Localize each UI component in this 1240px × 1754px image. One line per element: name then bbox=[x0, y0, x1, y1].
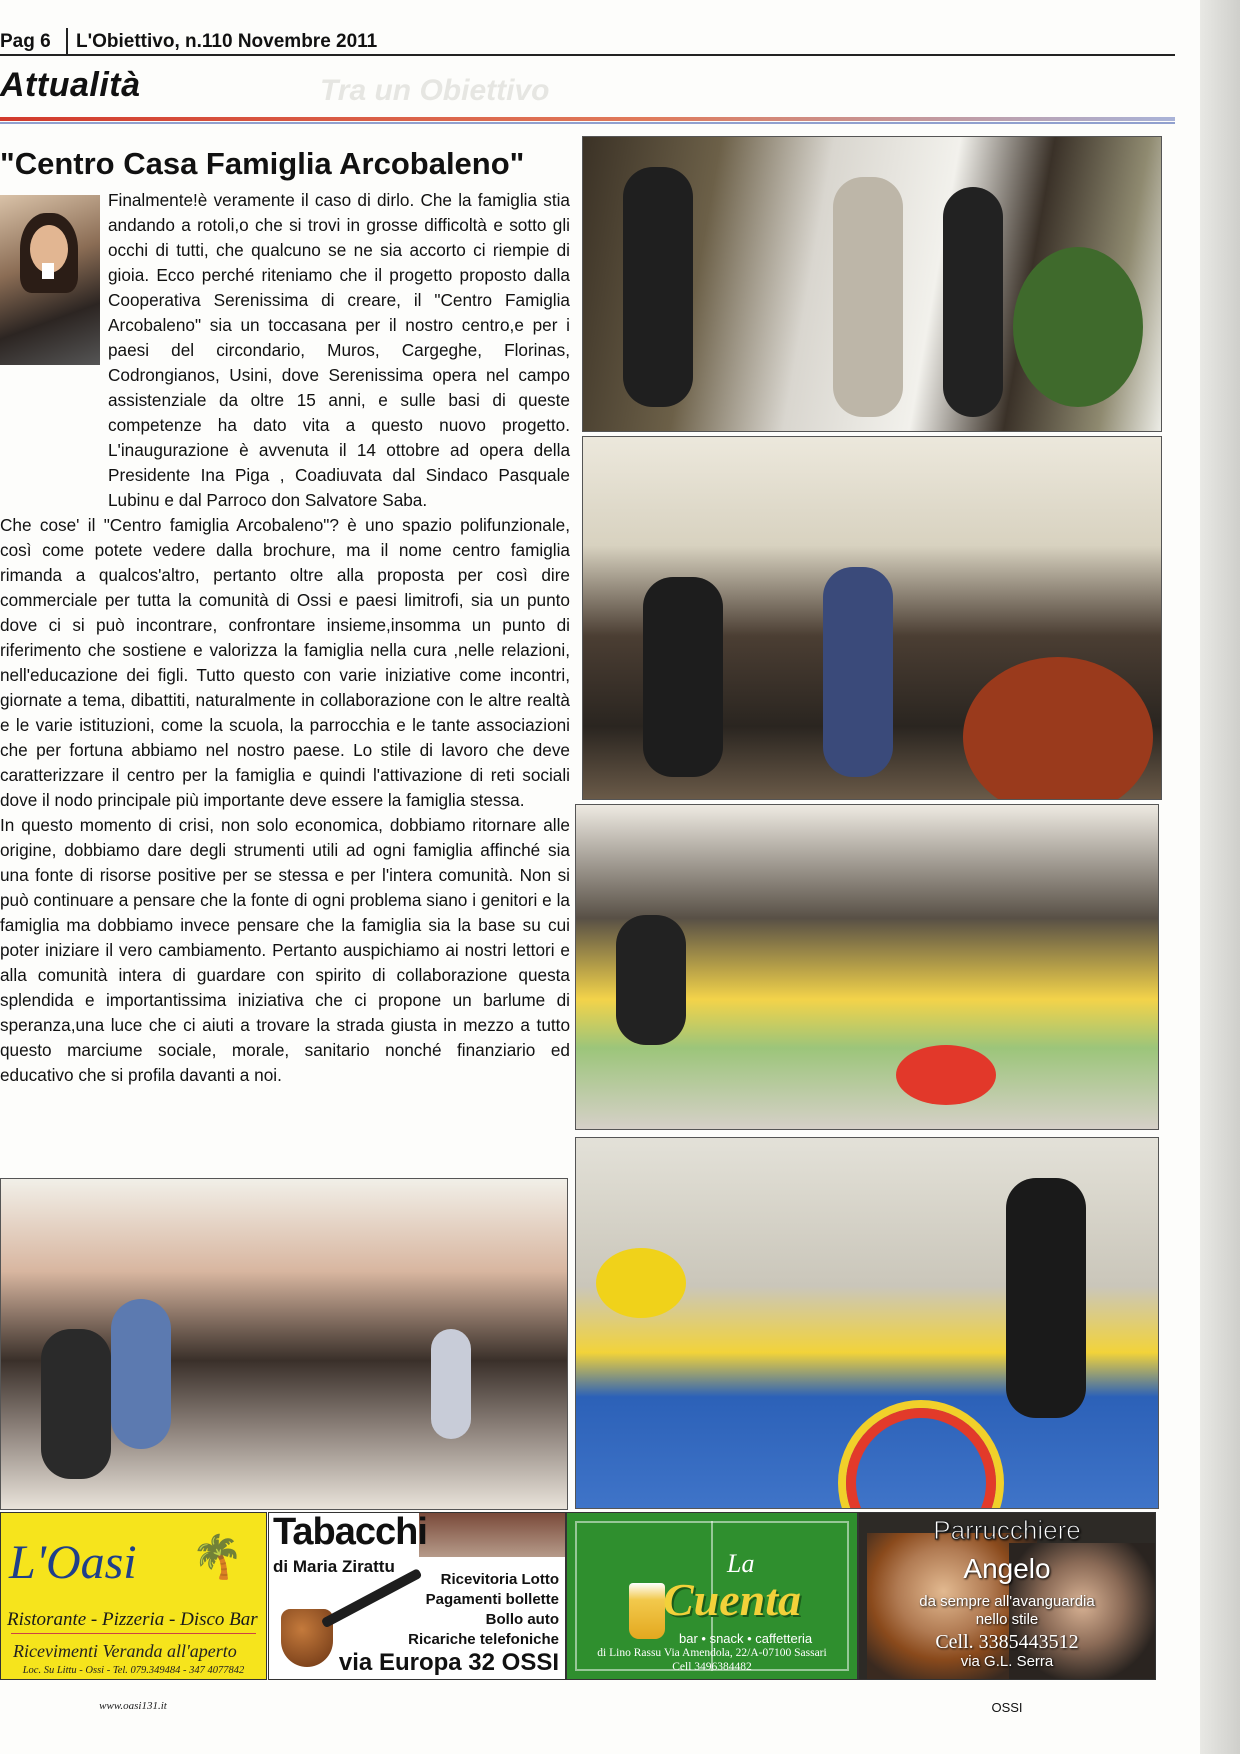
photo-person bbox=[823, 567, 893, 777]
photo-person bbox=[596, 1248, 686, 1318]
article-paragraph-2: Che cose' il "Centro famiglia Arcobaleno"? è uno spazio polifunzionale, così come potete vedere dalla brochure, ma il nome centro famiglia rimanda a qualcos'altro, pertanto oltre alla proposta per così dire commerciale per tutta la comunità di Ossi e paesi limitrofi, sia un punto dove ci si può incontrare, confrontare insieme,insomma un punto di riferimento che sostiene e valorizza la famiglia nella cura ,nelle relazioni, nell'educazione dei figli. Tutto questo con varie iniziative come incontri, giornate a tema, dibattiti, naturalmente in collaborazione con le altre realtà e le varie istituzioni, come la scuola, la parrocchia e le tante associazioni che per fortuna abbiamo nel nostro paese. Lo stile di lavoro che deve caratterizzare il centro per la famiglia e quindi l'attivazione di reti sociali dove il nodo principale più importante deve essere la famiglia stessa. bbox=[0, 515, 570, 810]
photo-crowd bbox=[582, 436, 1162, 800]
photo-person bbox=[833, 177, 903, 417]
photo-person bbox=[111, 1299, 171, 1449]
parrucchiere-title: Parrucchiere bbox=[933, 1515, 1081, 1545]
article-title: "Centro Casa Famiglia Arcobaleno" bbox=[0, 146, 525, 181]
photo-person bbox=[643, 577, 723, 777]
photo-plant bbox=[1013, 247, 1143, 407]
tabacchi-service: Pagamenti bollette bbox=[425, 1591, 559, 1608]
parrucchiere-city: OSSI bbox=[991, 1700, 1023, 1715]
article-body bbox=[0, 188, 570, 1088]
tabacchi-service: Ricariche telefoniche bbox=[408, 1631, 559, 1648]
cuenta-logo: Cuenta bbox=[663, 1574, 802, 1625]
parrucchiere-cell: Cell. 3385443512 bbox=[935, 1631, 1079, 1653]
advertisements-row bbox=[0, 1512, 1160, 1680]
photo-rainbow bbox=[846, 1408, 996, 1509]
cuenta-cell: Cell 3496384482 bbox=[672, 1661, 752, 1673]
oasi-services: Ristorante - Pizzeria - Disco Bar bbox=[7, 1609, 258, 1630]
oasi-ricevimenti: Ricevimenti Veranda all'aperto bbox=[13, 1641, 237, 1661]
photo-speaker bbox=[1006, 1178, 1086, 1418]
parrucchiere-address: via G.L. Serra bbox=[960, 1653, 1054, 1670]
article-paragraph-3: In questo momento di crisi, non solo economica, dobbiamo ritornare alle origine, dobbiamo dare degli strumenti utili ad ogni famiglia affinché sia una fonte di risorse positive per se stessa e per l'intera comunità. Non si può continuare a pensare che la fonte di ogni problema siano i genitori e la famiglia ma dobbiamo invece pensare che la famiglia sia la base su cui poter iniziare il vero cambiamento. Pertanto auspichiamo ai nostri lettori e alla comunità intera di guardare con spirito di collaborazione questa splendida e importantissima iniziativa che ci propone un barlume di speranza,una luce che ci aiuti a trovare la strada giusta in mezzo a tutto questo marciume sociale, morale, sanitario nonché finanziario ed educativo che si profila davanti a noi. bbox=[0, 815, 570, 1085]
beer-glass-icon bbox=[629, 1583, 665, 1639]
photo-person bbox=[616, 915, 686, 1045]
section-rule bbox=[0, 117, 1175, 121]
show-through-text: Tra un Obiettivo bbox=[320, 74, 550, 107]
photo-audience bbox=[0, 1178, 568, 1510]
page-number: Pag 6 bbox=[0, 31, 51, 52]
cuenta-address: di Lino Rassu Via Amendola, 22/A-07100 Sassari bbox=[597, 1647, 827, 1659]
photo-child bbox=[431, 1329, 471, 1439]
photo-person bbox=[963, 657, 1153, 800]
tabacchi-address: via Europa 32 OSSI bbox=[338, 1649, 559, 1676]
photo-entrance bbox=[582, 136, 1162, 432]
header-separator bbox=[66, 28, 68, 54]
cuenta-subtitle: bar • snack • caffetteria bbox=[679, 1631, 813, 1646]
parrucchiere-slogan-2: nello stile bbox=[975, 1611, 1039, 1628]
tabacchi-shop-photo bbox=[419, 1513, 565, 1557]
ad-la-cuenta bbox=[566, 1512, 858, 1680]
tabacchi-title: Tabacchi bbox=[273, 1512, 427, 1553]
parrucchiere-slogan: da sempre all'avanguardia bbox=[919, 1593, 1095, 1610]
photo-presentation bbox=[575, 1137, 1159, 1509]
tabacchi-service: Ricevitoria Lotto bbox=[440, 1571, 559, 1588]
oasi-address: Loc. Su Littu - Ossi - Tel. 079.349484 - 347 4077842 bbox=[22, 1665, 245, 1676]
photo-flowers bbox=[896, 1045, 996, 1105]
oasi-logo: L'Oasi bbox=[9, 1536, 137, 1589]
page-header bbox=[0, 28, 1175, 56]
publication-title: L'Obiettivo, n.110 Novembre 2011 bbox=[76, 31, 378, 52]
tabacchi-owner: di Maria Zirattu bbox=[273, 1557, 395, 1576]
section-title: Attualità bbox=[0, 66, 141, 104]
palm-icon: 🌴 bbox=[191, 1533, 244, 1580]
ad-oasi bbox=[0, 1512, 267, 1680]
parrucchiere-name: Angelo bbox=[963, 1553, 1051, 1584]
section-rule-blue bbox=[0, 122, 1175, 124]
photo-tables bbox=[575, 804, 1159, 1130]
photo-person bbox=[41, 1329, 111, 1479]
ad-parrucchiere bbox=[858, 1512, 1156, 1680]
oasi-web: www.oasi131.it bbox=[99, 1700, 167, 1712]
oasi-divider bbox=[11, 1633, 256, 1634]
photo-person bbox=[623, 167, 693, 407]
article-paragraph-1: Finalmente!è veramente il caso di dirlo. Che la famiglia stia andando a rotoli,o che si trovi in grosse difficoltà e sotto gli occhi di tutti, che qualcuno se ne sia accorto ci riempie di gioia. Ecco perché riteniamo che il progetto proposto dalla Cooperativa Serenissima di creare, il "Centro Famiglia Arcobaleno" sia un toccasana per il nostro centro,e per i paesi del circondario, Muros, Cargeghe, Florinas, Codrongianos, Usini, dove Serenissima opera nel campo assistenziale da oltre 15 anni, e sulle basi di queste competenze ha dato vita a questo nuovo progetto. L'inaugurazione è avvenuta il 14 ottobre ad opera della Presidente Ina Piga , Coadiuvata dal Sindaco Pasquale Lubinu e dal Parroco don Salvatore Saba. bbox=[108, 190, 570, 510]
ad-tabacchi bbox=[268, 1512, 566, 1680]
tabacchi-service: Bollo auto bbox=[485, 1611, 559, 1628]
cuenta-la: La bbox=[727, 1549, 755, 1578]
photo-person bbox=[943, 187, 1003, 417]
page-edge bbox=[1200, 0, 1240, 1754]
pipe-stem bbox=[321, 1568, 423, 1628]
